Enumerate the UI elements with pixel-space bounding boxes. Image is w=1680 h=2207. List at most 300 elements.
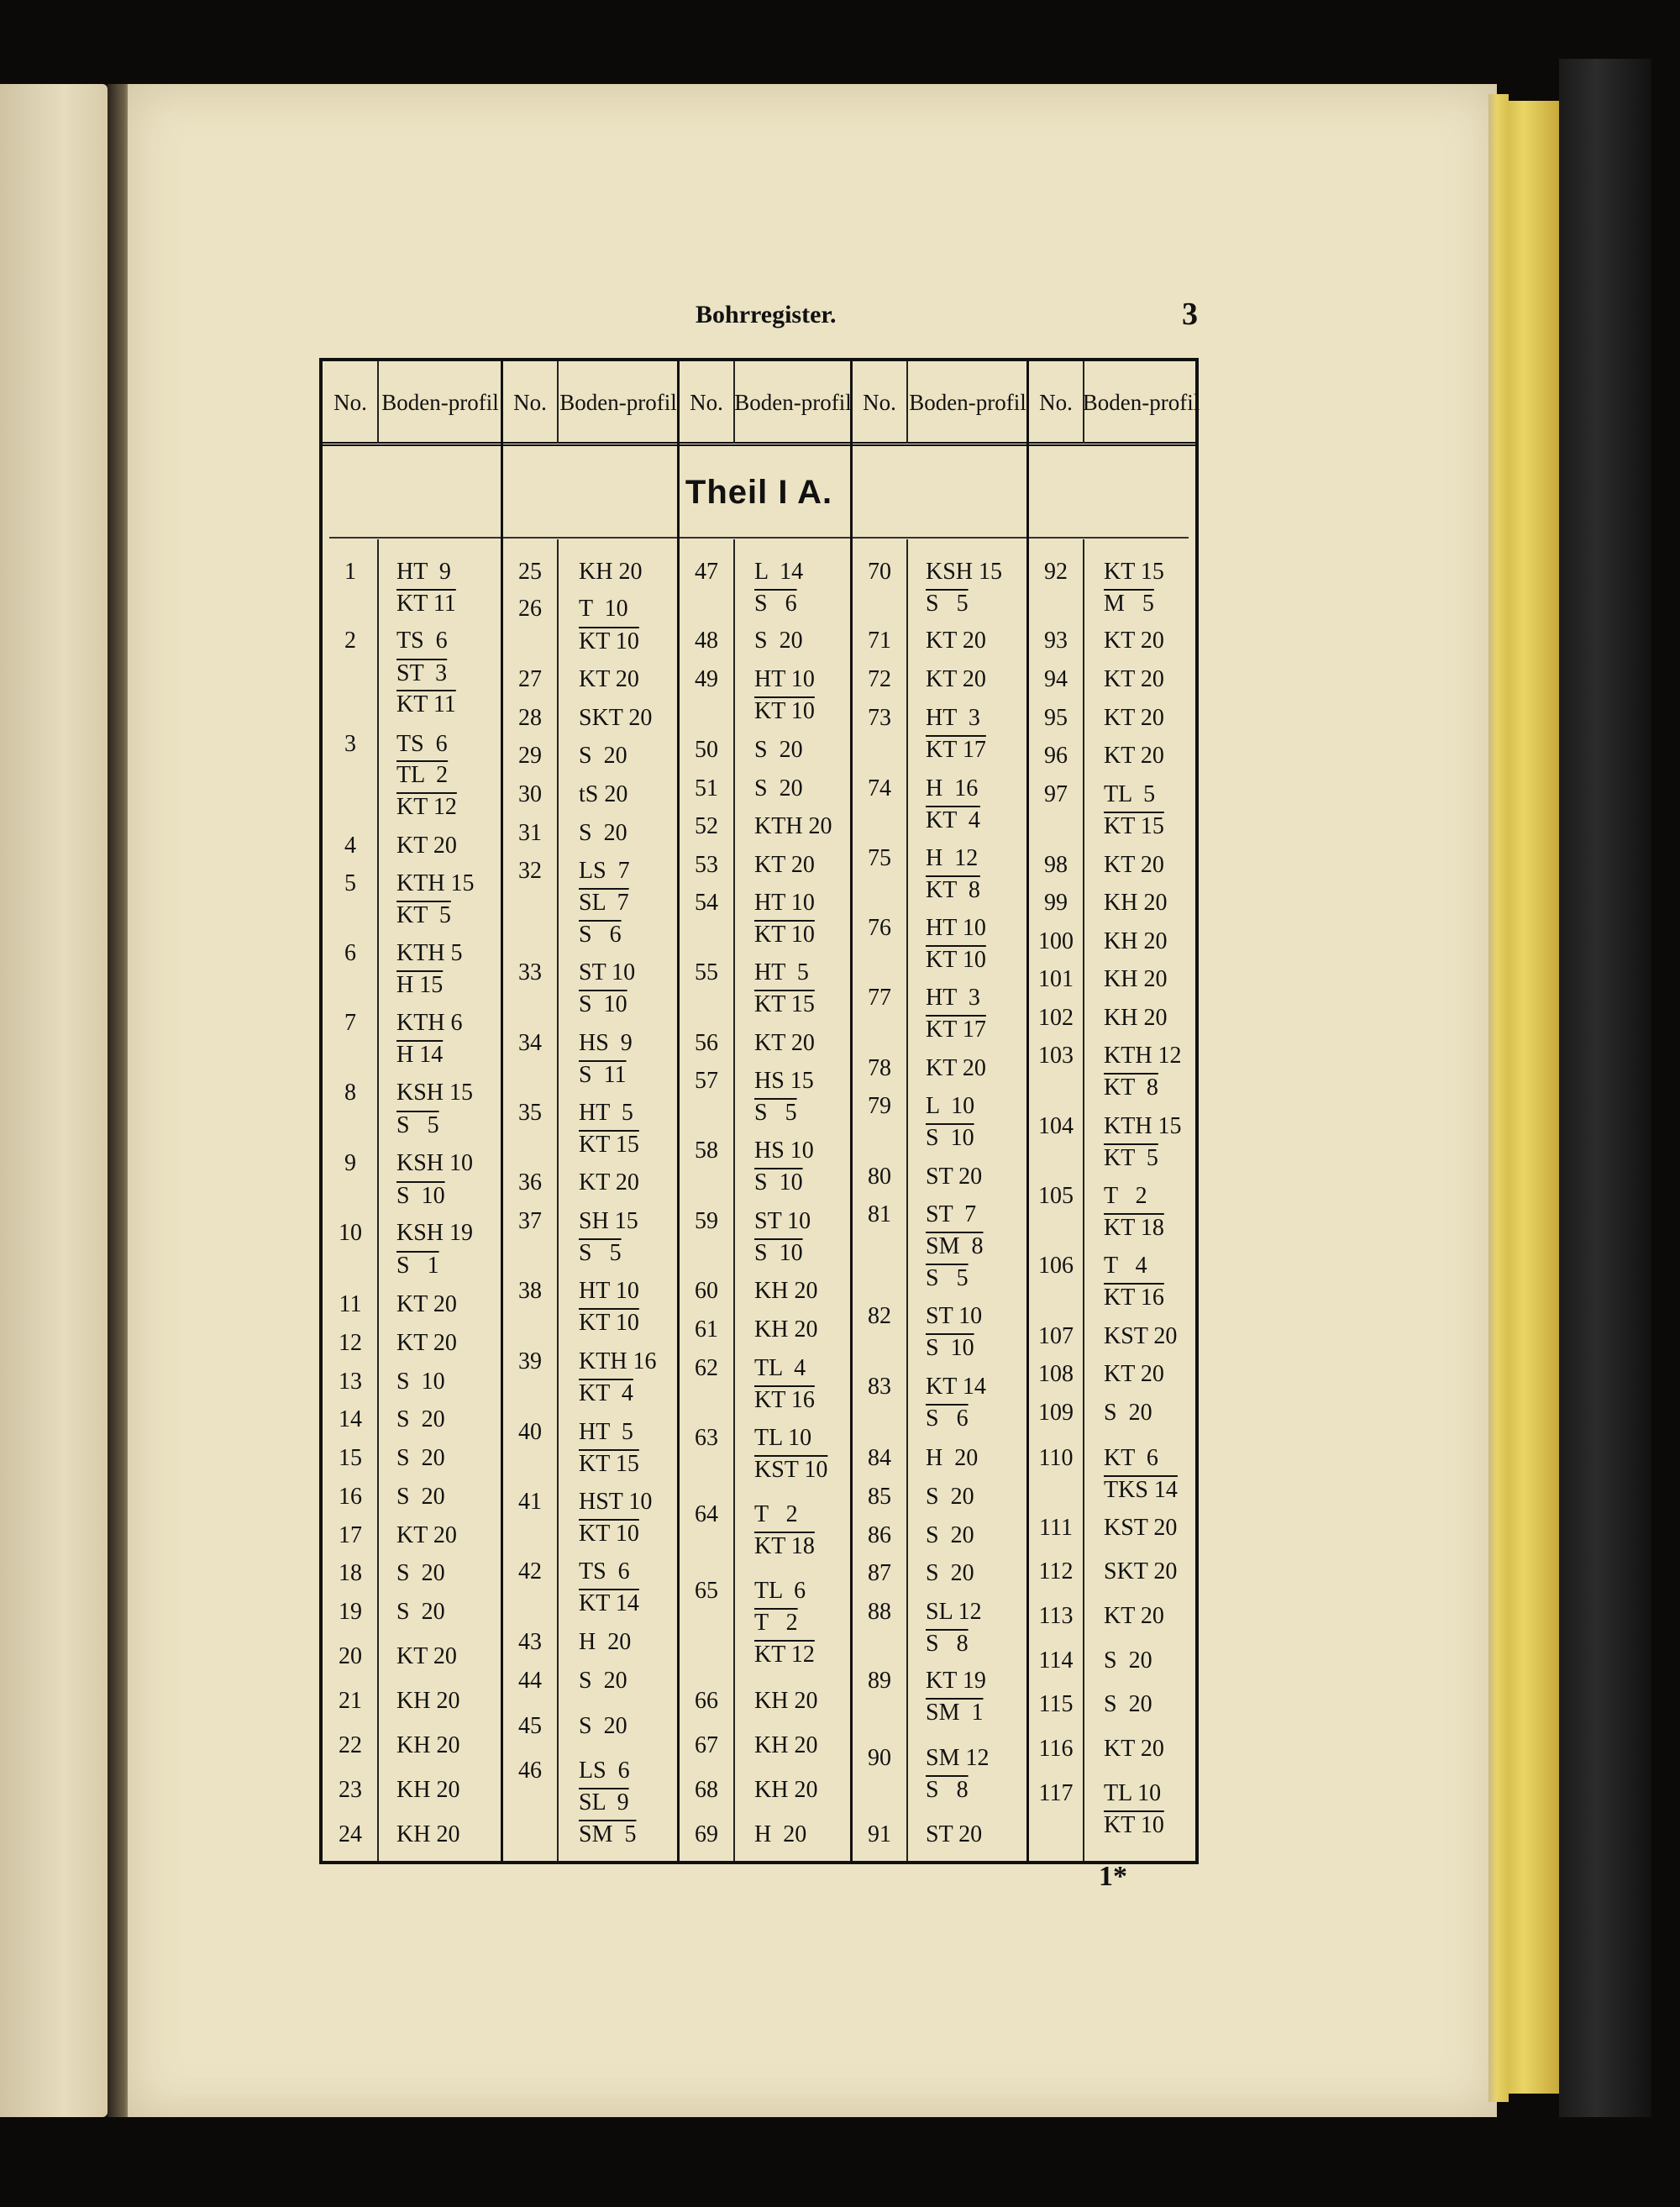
soil-profile-entry: KT 20 [754,852,815,878]
soil-profile-entry: KTH 12 [1104,1043,1182,1069]
soil-profile-entry: KT 20 [926,666,986,692]
row-number: 116 [1038,1736,1074,1762]
row-number: 87 [868,1560,891,1586]
soil-profile-entry: S 20 [396,1484,445,1510]
soil-profile-entry: KT 10 [579,1310,639,1336]
soil-profile-entry: S 20 [926,1484,974,1510]
soil-profile-entry: KT 16 [754,1387,815,1413]
soil-profile-entry: HS 15 [754,1068,814,1094]
row-number: 50 [695,737,718,763]
row-number: 60 [695,1278,718,1304]
soil-profile-entry: S 5 [926,591,969,617]
row-number: 44 [518,1668,542,1694]
soil-profile-entry: KT 4 [579,1380,633,1406]
row-number: 83 [868,1374,891,1400]
row-number: 103 [1038,1043,1074,1069]
row-number: 3 [344,731,356,757]
soil-profile-entry: KH 20 [396,1688,460,1714]
soil-profile-entry: KTH 15 [1104,1113,1182,1139]
soil-profile-entry: HT 3 [926,705,980,731]
row-number: 99 [1044,890,1068,916]
row-number: 112 [1038,1558,1074,1584]
column-divider [906,539,908,1861]
row-number: 108 [1038,1361,1074,1387]
soil-profile-entry: KH 20 [754,1316,818,1343]
soil-profile-entry: KH 20 [1104,966,1168,992]
row-number: 6 [344,940,356,966]
column-divider [906,361,908,444]
soil-profile-entry: TL 2 [396,762,449,788]
soil-profile-entry: KT 10 [579,1521,639,1547]
soil-profile-entry: KH 20 [396,1732,460,1758]
row-number: 22 [339,1732,362,1758]
column-divider [1083,361,1084,444]
section-title: Theil I A. [685,474,833,511]
row-number: 1 [344,559,356,585]
soil-profile-entry: ST 20 [926,1164,983,1190]
soil-profile-entry: ST 20 [926,1821,983,1847]
soil-profile-entry: S 8 [926,1631,969,1657]
soil-profile-entry: S 10 [396,1183,445,1209]
soil-profile-entry: KTH 20 [754,813,832,839]
row-number: 21 [339,1688,362,1714]
soil-profile-entry: KT 20 [579,1169,639,1195]
soil-profile-entry: S 6 [754,591,797,617]
soil-profile-entry: TL 5 [1104,781,1156,807]
row-number: 107 [1038,1323,1074,1349]
soil-profile-entry: KT 15 [579,1132,639,1158]
soil-profile-entry: KTH 15 [396,870,475,896]
row-number: 8 [344,1080,356,1106]
row-number: 67 [695,1732,718,1758]
soil-profile-entry: ST 7 [926,1201,977,1227]
row-number: 38 [518,1278,542,1304]
soil-profile-entry: H 20 [579,1629,632,1655]
soil-profile-entry: HS 9 [579,1030,633,1056]
soil-profile-entry: TL 10 [754,1425,812,1451]
row-number: 49 [695,666,718,692]
row-number: 81 [868,1201,891,1227]
soil-profile-entry: KT 12 [754,1642,815,1668]
row-number: 17 [339,1522,362,1548]
soil-profile-entry: KT 4 [926,807,980,833]
row-number: 4 [344,833,356,859]
row-number: 65 [695,1578,718,1604]
header-profile: Boden- profil [381,390,499,415]
gilt-page-edges [1509,101,1562,2094]
soil-profile-entry: S 20 [579,1668,627,1694]
row-number: 111 [1039,1515,1073,1541]
soil-profile-entry: KH 20 [396,1777,460,1803]
soil-profile-entry: HT 9 [396,559,451,585]
row-number: 115 [1038,1691,1074,1717]
soil-profile-entry: KT 20 [1104,852,1164,878]
soil-profile-entry: TS 6 [579,1558,630,1584]
row-number: 53 [695,852,718,878]
soil-profile-entry: S 20 [396,1560,445,1586]
soil-profile-entry: KST 20 [1104,1515,1178,1541]
row-number: 97 [1044,781,1068,807]
row-number: 66 [695,1688,718,1714]
soil-profile-entry: KT 20 [926,1055,986,1081]
soil-profile-entry: KT 18 [754,1533,815,1559]
row-number: 84 [868,1445,891,1471]
book-cover [1559,59,1651,2117]
row-number: 79 [868,1093,891,1119]
soil-profile-entry: KT 8 [926,877,980,903]
soil-profile-entry: tS 20 [579,781,628,807]
soil-profile-entry: KT 14 [579,1590,639,1616]
soil-profile-entry: KTH 16 [579,1348,657,1374]
soil-profile-entry: KT 20 [1104,1361,1164,1387]
soil-profile-entry: KT 11 [396,591,456,617]
soil-profile-entry: S 20 [1104,1647,1152,1674]
soil-profile-entry: HT 10 [754,666,815,692]
soil-profile-entry: KT 10 [579,628,639,654]
soil-profile-entry: S 10 [579,991,627,1017]
row-number: 41 [518,1489,542,1515]
row-number: 92 [1044,559,1068,585]
row-number: 101 [1038,966,1074,992]
row-number: 39 [518,1348,542,1374]
row-number: 69 [695,1821,718,1847]
column-group-divider [501,361,503,1861]
soil-profile-entry: S 20 [396,1599,445,1625]
soil-profile-entry: S 20 [579,1713,627,1739]
soil-profile-entry: KT 16 [1104,1285,1164,1311]
row-number: 51 [695,775,718,801]
row-number: 56 [695,1030,718,1056]
soil-profile-entry: KTH 5 [396,940,463,966]
soil-profile-entry: KT 10 [754,698,815,724]
soil-profile-entry: TS 6 [396,731,448,757]
soil-profile-entry: T 10 [579,596,628,622]
soil-profile-entry: HT 5 [579,1100,633,1126]
soil-profile-entry: LS 6 [579,1758,630,1784]
row-number: 75 [868,845,891,871]
row-number: 93 [1044,628,1068,654]
soil-profile-entry: KT 15 [579,1451,639,1477]
row-number: 68 [695,1777,718,1803]
soil-profile-entry: KH 20 [579,559,643,585]
row-number: 61 [695,1316,718,1343]
soil-profile-entry: T 2 [754,1610,798,1636]
row-number: 14 [339,1406,362,1432]
soil-profile-entry: KT 8 [1104,1075,1158,1101]
soil-profile-entry: KTH 6 [396,1010,463,1036]
soil-profile-entry: M 5 [1104,591,1154,617]
running-head: Bohrregister. [696,301,837,328]
soil-profile-entry: TL 6 [754,1578,806,1604]
soil-profile-entry: KT 15 [1104,559,1164,585]
row-number: 54 [695,890,718,916]
page-stack-edge [1488,94,1509,2102]
row-number: 30 [518,781,542,807]
soil-profile-entry: TL 4 [754,1355,806,1381]
soil-profile-entry: KT 18 [1104,1215,1164,1241]
row-number: 52 [695,813,718,839]
soil-profile-entry: H 20 [926,1445,979,1471]
column-divider [377,361,379,444]
soil-profile-entry: S 10 [926,1335,974,1361]
row-number: 19 [339,1599,362,1625]
soil-profile-entry: H 16 [926,775,979,801]
soil-profile-entry: KT 20 [396,1643,457,1669]
row-number: 63 [695,1425,718,1451]
header-no: No. [690,390,723,415]
borehole-register-table [319,358,1199,1864]
soil-profile-entry: ST 3 [396,660,448,686]
soil-profile-entry: KH 20 [754,1688,818,1714]
row-number: 29 [518,743,542,769]
soil-profile-entry: S 5 [579,1240,622,1266]
soil-profile-entry: S 20 [926,1522,974,1548]
soil-profile-entry: SKT 20 [1104,1558,1178,1584]
soil-profile-entry: KT 14 [926,1374,986,1400]
soil-profile-entry: KST 10 [754,1457,828,1483]
soil-profile-entry: TL 10 [1104,1780,1162,1806]
soil-profile-entry: SL 12 [926,1599,982,1625]
row-number: 59 [695,1208,718,1234]
row-number: 95 [1044,705,1068,731]
signature-mark: 1* [1099,1861,1127,1892]
soil-profile-entry: TS 6 [396,628,448,654]
soil-profile-entry: LS 7 [579,858,630,884]
soil-profile-entry: H 15 [396,972,444,998]
soil-profile-entry: SM 12 [926,1745,990,1771]
soil-profile-entry: S 5 [754,1100,797,1126]
soil-profile-entry: S 11 [579,1062,627,1088]
title-rule [329,537,1189,539]
row-number: 110 [1038,1445,1074,1471]
header-profile: Boden- profil [1082,390,1200,415]
soil-profile-entry: KT 10 [1104,1812,1164,1838]
soil-profile-entry: SM 5 [579,1821,637,1847]
row-number: 35 [518,1100,542,1126]
row-number: 46 [518,1758,542,1784]
row-number: 25 [518,559,542,585]
soil-profile-entry: KT 20 [1104,1736,1164,1762]
soil-profile-entry: H 14 [396,1042,444,1068]
soil-profile-entry: KT 19 [926,1668,986,1694]
soil-profile-entry: KT 10 [926,947,986,973]
row-number: 80 [868,1164,891,1190]
column-group-divider [850,361,853,1861]
soil-profile-entry: KT 17 [926,737,986,763]
soil-profile-entry: S 1 [396,1253,439,1279]
soil-profile-entry: KH 20 [1104,928,1168,954]
table-header [323,361,1200,446]
soil-profile-entry: KT 5 [1104,1145,1158,1171]
soil-profile-entry: KT 15 [754,991,815,1017]
row-number: 31 [518,820,542,846]
row-number: 57 [695,1068,718,1094]
soil-profile-entry: HT 3 [926,985,980,1011]
soil-profile-entry: S 20 [1104,1400,1152,1426]
soil-profile-entry: KT 5 [396,902,451,928]
column-divider [557,361,559,444]
left-page-edge [0,84,108,2117]
soil-profile-entry: SKT 20 [579,705,653,731]
row-number: 106 [1038,1253,1074,1279]
row-number: 73 [868,705,891,731]
row-number: 58 [695,1138,718,1164]
soil-profile-entry: HT 10 [579,1278,639,1304]
column-group-divider [677,361,680,1861]
soil-profile-entry: KT 20 [1104,743,1164,769]
soil-profile-entry: KT 6 [1104,1445,1158,1471]
column-divider [557,539,559,1861]
soil-profile-entry: KT 20 [926,628,986,654]
soil-profile-entry: T 4 [1104,1253,1147,1279]
row-number: 32 [518,858,542,884]
soil-profile-entry: S 6 [579,922,622,948]
soil-profile-entry: KH 20 [754,1732,818,1758]
row-number: 10 [339,1220,362,1246]
soil-profile-entry: HT 10 [754,890,815,916]
soil-profile-entry: HT 5 [579,1419,633,1445]
row-number: 47 [695,559,718,585]
soil-profile-entry: KT 20 [579,666,639,692]
row-number: 78 [868,1055,891,1081]
row-number: 20 [339,1643,362,1669]
soil-profile-entry: L 10 [926,1093,975,1119]
soil-profile-entry: KT 20 [396,833,457,859]
row-number: 96 [1044,743,1068,769]
soil-profile-entry: SH 15 [579,1208,638,1234]
soil-profile-entry: KT 15 [1104,813,1164,839]
row-number: 11 [339,1291,362,1317]
row-number: 74 [868,775,891,801]
soil-profile-entry: KSH 10 [396,1150,474,1176]
row-number: 55 [695,959,718,985]
row-number: 105 [1038,1183,1074,1209]
soil-profile-entry: KT 20 [1104,628,1164,654]
soil-profile-entry: S 10 [754,1240,803,1266]
soil-profile-entry: KT 11 [396,691,456,717]
soil-profile-entry: HST 10 [579,1489,653,1515]
row-number: 113 [1038,1603,1074,1629]
row-number: 40 [518,1419,542,1445]
soil-profile-entry: S 10 [754,1169,803,1195]
row-number: 33 [518,959,542,985]
row-number: 2 [344,628,356,654]
row-number: 100 [1038,928,1074,954]
row-number: 102 [1038,1005,1074,1031]
row-number: 36 [518,1169,542,1195]
soil-profile-entry: S 5 [396,1112,439,1138]
soil-profile-entry: S 20 [396,1445,445,1471]
soil-profile-entry: KSH 15 [926,559,1003,585]
soil-profile-entry: TKS 14 [1104,1477,1178,1503]
header-profile: Boden- profil [909,390,1026,415]
row-number: 26 [518,596,542,622]
row-number: 117 [1038,1780,1074,1806]
soil-profile-entry: S 6 [926,1406,969,1432]
row-number: 18 [339,1560,362,1586]
header-profile: Boden- profil [734,390,852,415]
header-no: No. [863,390,896,415]
row-number: 86 [868,1522,891,1548]
row-number: 85 [868,1484,891,1510]
soil-profile-entry: ST 10 [754,1208,811,1234]
header-no: No. [333,390,367,415]
soil-profile-entry: S 8 [926,1777,969,1803]
soil-profile-entry: KT 20 [754,1030,815,1056]
row-number: 98 [1044,852,1068,878]
soil-profile-entry: KT 20 [396,1522,457,1548]
soil-profile-entry: KT 20 [396,1291,457,1317]
soil-profile-entry: S 20 [579,743,627,769]
soil-profile-entry: HS 10 [754,1138,814,1164]
row-number: 12 [339,1330,362,1356]
row-number: 43 [518,1629,542,1655]
row-number: 70 [868,559,891,585]
soil-profile-entry: KH 20 [396,1821,460,1847]
soil-profile-entry: KST 20 [1104,1323,1178,1349]
row-number: 76 [868,915,891,941]
column-divider [733,361,735,444]
soil-profile-entry: S 10 [396,1369,445,1395]
row-number: 109 [1038,1400,1074,1426]
row-number: 82 [868,1303,891,1329]
row-number: 71 [868,628,891,654]
soil-profile-entry: T 2 [754,1501,798,1527]
soil-profile-entry: HT 10 [926,915,986,941]
soil-profile-entry: KH 20 [754,1278,818,1304]
soil-profile-entry: T 2 [1104,1183,1147,1209]
soil-profile-entry: KT 17 [926,1017,986,1043]
row-number: 13 [339,1369,362,1395]
soil-profile-entry: S 20 [754,737,803,763]
row-number: 62 [695,1355,718,1381]
soil-profile-entry: KSH 15 [396,1080,474,1106]
row-number: 90 [868,1745,891,1771]
row-number: 77 [868,985,891,1011]
soil-profile-entry: KH 20 [1104,1005,1168,1031]
soil-profile-entry: KT 20 [1104,705,1164,731]
row-number: 15 [339,1445,362,1471]
soil-profile-entry: S 20 [579,820,627,846]
row-number: 7 [344,1010,356,1036]
soil-profile-entry: S 20 [754,775,803,801]
soil-profile-entry: S 20 [926,1560,974,1586]
soil-profile-entry: ST 10 [926,1303,983,1329]
soil-profile-entry: KT 20 [1104,1603,1164,1629]
soil-profile-entry: KT 20 [1104,666,1164,692]
header-no: No. [1039,390,1073,415]
row-number: 72 [868,666,891,692]
header-profile: Boden- profil [559,390,677,415]
row-number: 64 [695,1501,718,1527]
soil-profile-entry: SL 7 [579,890,629,916]
soil-profile-entry: S 20 [396,1406,445,1432]
row-number: 37 [518,1208,542,1234]
soil-profile-entry: KSH 19 [396,1220,474,1246]
soil-profile-entry: SM 8 [926,1233,984,1259]
row-number: 28 [518,705,542,731]
row-number: 89 [868,1668,891,1694]
row-number: 9 [344,1150,356,1176]
soil-profile-entry: S 20 [754,628,803,654]
row-number: 114 [1038,1647,1074,1674]
row-number: 23 [339,1777,362,1803]
soil-profile-entry: SL 9 [579,1789,629,1816]
row-number: 27 [518,666,542,692]
soil-profile-entry: L 14 [754,559,804,585]
soil-profile-entry: KH 20 [754,1777,818,1803]
soil-profile-entry: KT 20 [396,1330,457,1356]
